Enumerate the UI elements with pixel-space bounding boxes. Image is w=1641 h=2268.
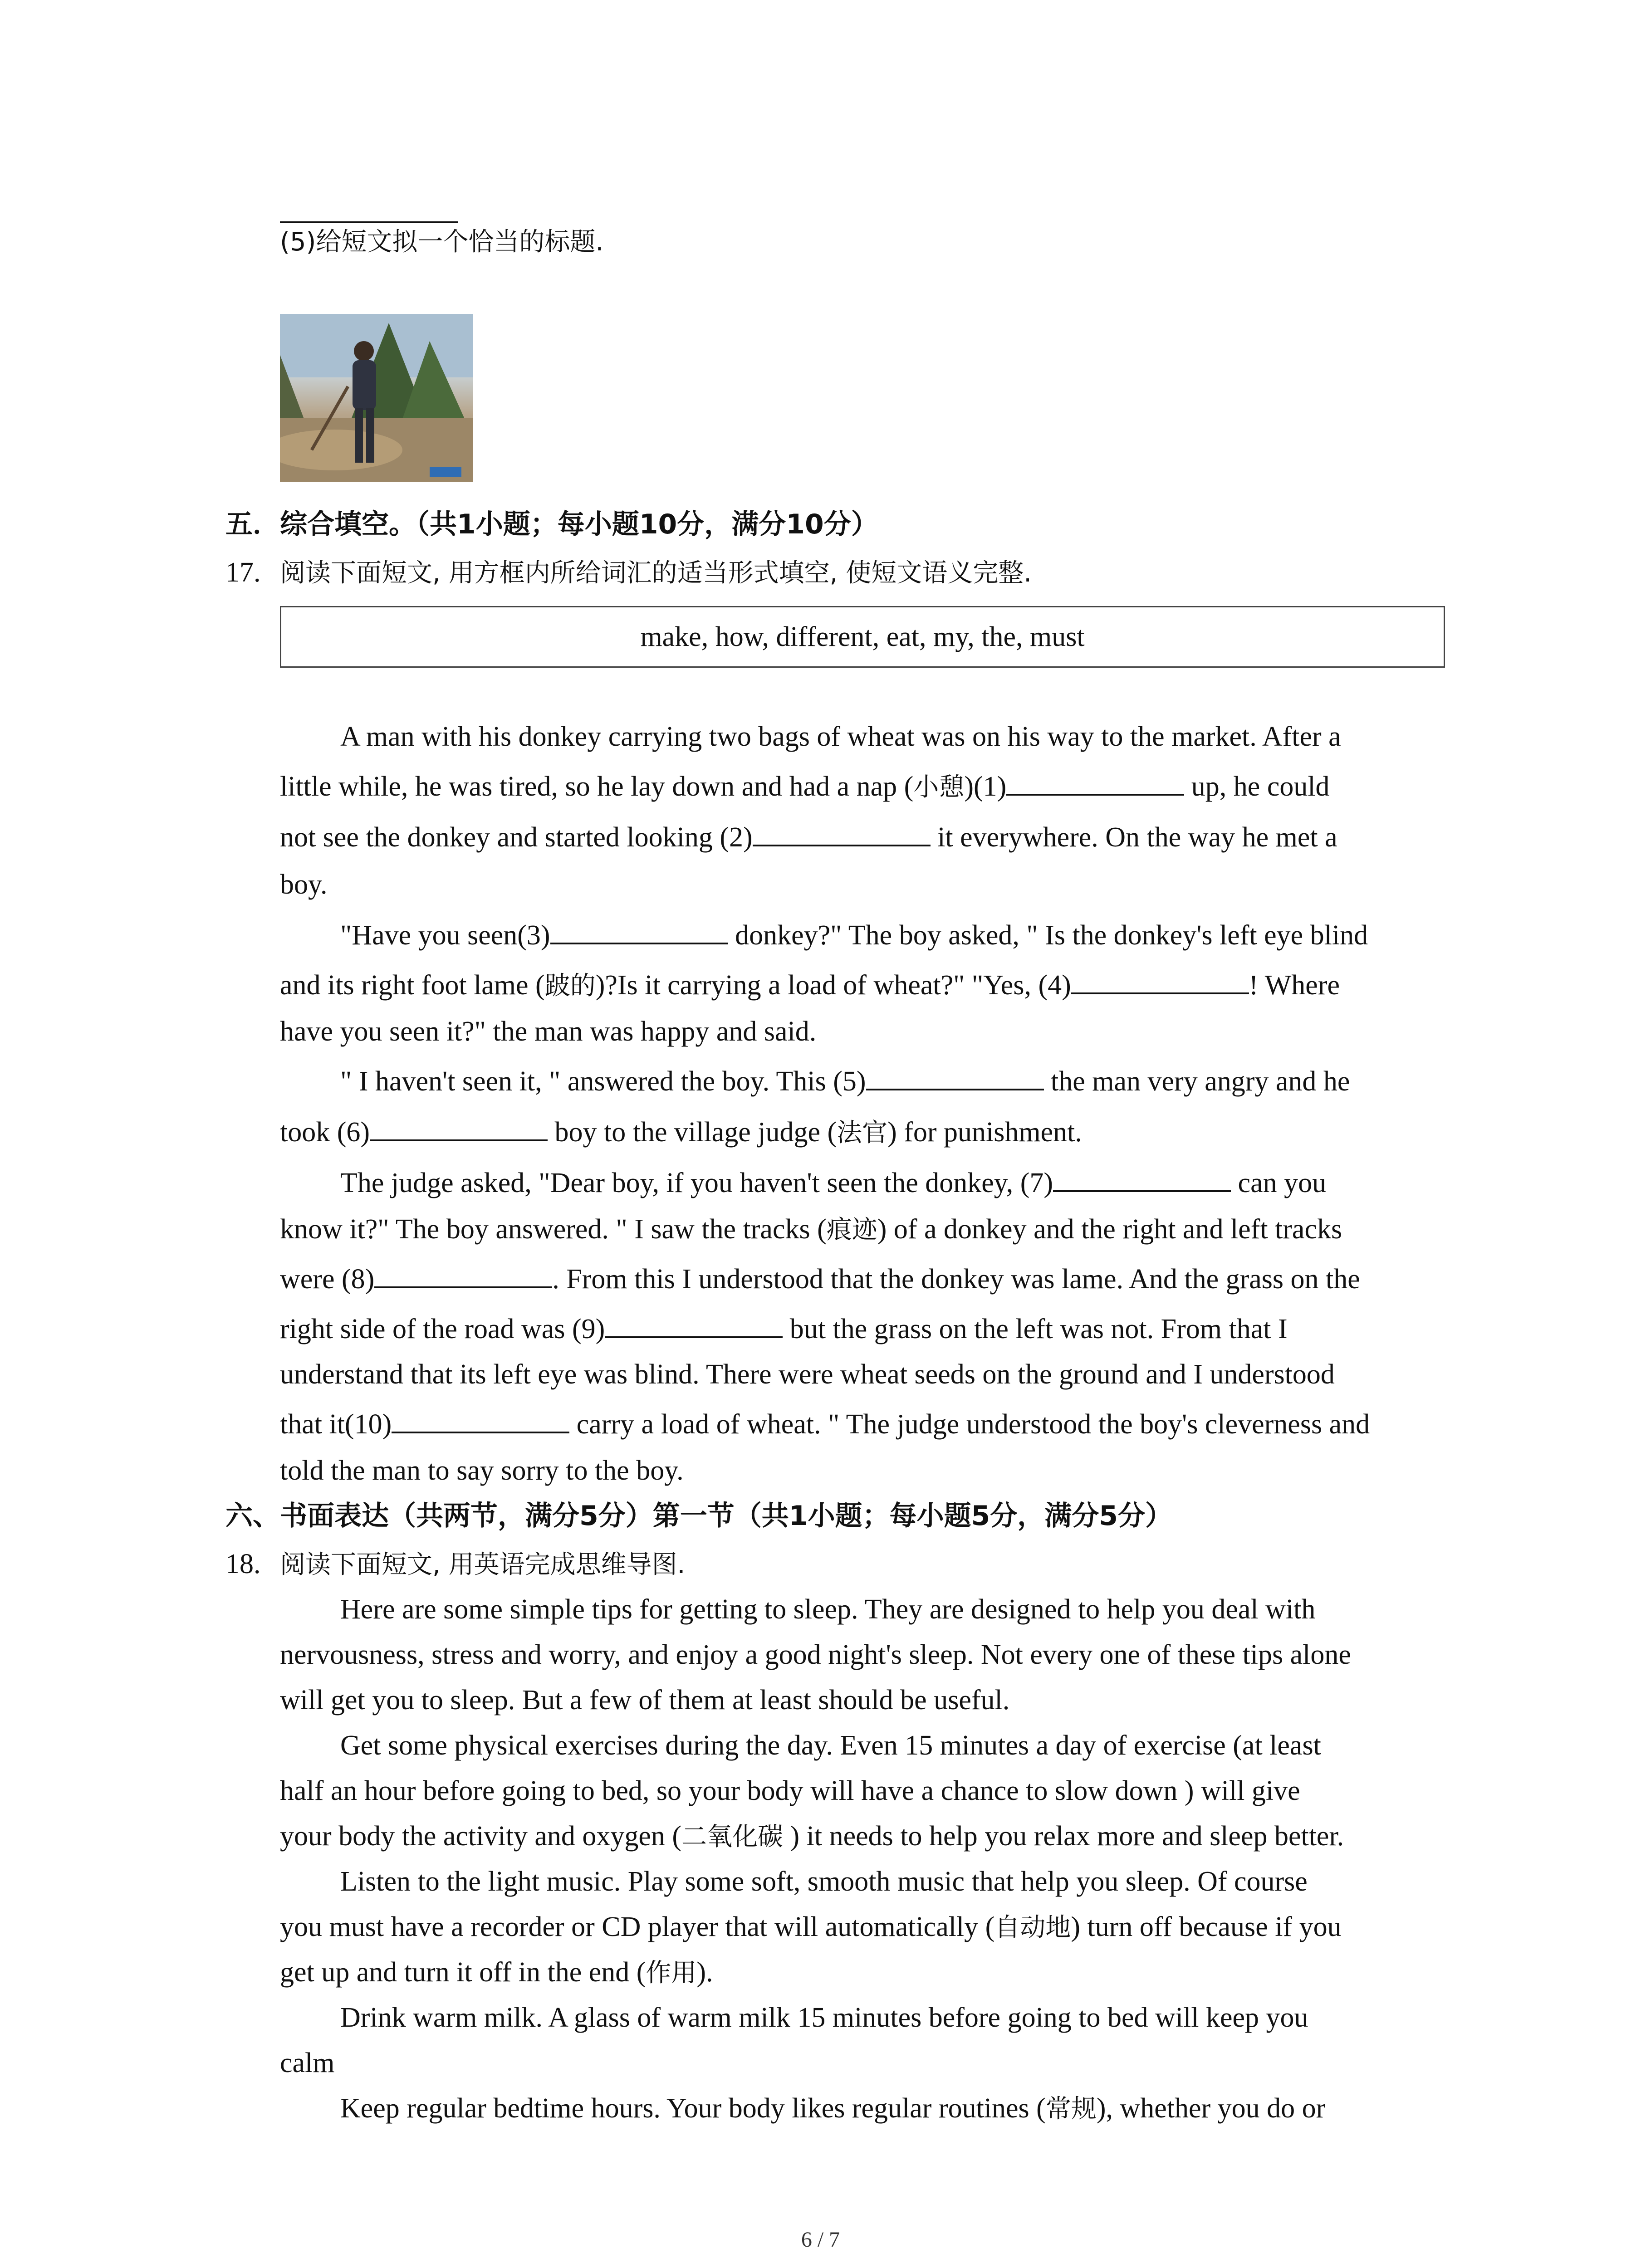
passage-line: Here are some simple tips for getting to sleep. They are designed to help you deal with [340,1594,1316,1625]
word-box: make, how, different, eat, my, the, must [280,606,1445,668]
section-6-title: 六、书面表达（共两节，满分5分）第一节（共1小题；每小题5分，满分5分） [225,1500,1172,1532]
passage-line: told the man to say sorry to the boy. [280,1455,684,1486]
blank-3[interactable] [550,917,728,944]
passage-line: " I haven't seen it, " answered the boy. This (5) the man very angry and he [340,1063,1350,1100]
passage-line: "Have you seen(3) donkey?" The boy asked, " Is the donkey's left eye blind [340,917,1368,953]
blank-5[interactable] [866,1063,1044,1090]
passage-line: you must have a recorder or CD player that will automatically (自动地) turn off because if you [280,1911,1342,1942]
blank-9[interactable] [605,1311,783,1338]
section-5-title: 五．综合填空。（共1小题；每小题10分，满分10分） [225,508,878,540]
question-17-number: 17. [225,557,261,588]
passage-line: Keep regular bedtime hours. Your body likes regular routines (常规), whether you do or [340,2093,1326,2124]
blank-6[interactable] [370,1114,548,1141]
passage-line: little while, he was tired, so he lay down and had a nap (小憩)(1) up, he could [280,768,1330,806]
blank-7[interactable] [1053,1165,1231,1192]
photo-man-with-shovel [280,314,473,482]
passage-line: that it(10) carry a load of wheat. " The judge understood the boy's cleverness and [280,1406,1370,1442]
passage-line: half an hour before going to bed, so your body will have a chance to slow down ) will give [280,1775,1300,1806]
passage-line: understand that its left eye was blind. There were wheat seeds on the ground and I understood [280,1359,1335,1390]
passage-line: know it?" The boy answered. " I saw the tracks (痕迹) of a donkey and the right and left tracks [280,1214,1342,1245]
passage-line: calm [280,2048,335,2078]
blank-2[interactable] [753,819,931,846]
passage-line: boy. [280,869,328,900]
passage-line: Drink warm milk. A glass of warm milk 15 minutes before going to bed will keep you [340,2002,1308,2033]
blank-1[interactable] [1006,768,1184,796]
page-number: 6 / 7 [801,2228,840,2252]
blank-10[interactable] [392,1406,569,1433]
question-18-instruction: 阅读下面短文, 用英语完成思维导图. [280,1550,686,1579]
passage-line: your body the activity and oxygen (二氧化碳 ) it needs to help you relax more and sleep better. [280,1821,1344,1852]
passage-line: nervousness, stress and worry, and enjoy a good night's sleep. Not every one of these tips alone [280,1639,1351,1670]
passage-line: A man with his donkey carrying two bags of wheat was on his way to the market. After a [340,721,1341,752]
passage-line: get up and turn it off in the end (作用). [280,1957,713,1988]
passage-line: The judge asked, "Dear boy, if you haven't seen the donkey, (7) can you [340,1165,1326,1201]
photo-illustration [280,314,473,482]
blank-4[interactable] [1071,967,1249,994]
passage-line: Listen to the light music. Play some soft, smooth music that help you sleep. Of course [340,1866,1308,1897]
question-17-instruction: 阅读下面短文, 用方框内所给词汇的适当形式填空, 使短文语义完整. [280,558,1032,588]
passage-line: were (8) . From this I understood that the donkey was lame. And the grass on the [280,1261,1360,1297]
passage-line: right side of the road was (9) but the grass on the left was not. From that I [280,1311,1288,1347]
passage-line: and its right foot lame (跛的)?Is it carrying a load of wheat?" "Yes, (4) ! Where [280,967,1340,1004]
blank-8[interactable] [374,1261,552,1288]
passage-line: have you seen it?" the man was happy and said. [280,1016,817,1047]
passage-line: not see the donkey and started looking (2) it everywhere. On the way he met a [280,819,1337,855]
question-18-number: 18. [225,1549,261,1579]
passage-line: Get some physical exercises during the day. Even 15 minutes a day of exercise (at least [340,1730,1321,1761]
q16-item5: (5)给短文拟一个恰当的标题. [280,227,604,257]
passage-line: took (6) boy to the village judge (法官) for punishment. [280,1114,1082,1151]
passage-line: will get you to sleep. But a few of them at least should be useful. [280,1685,1010,1716]
